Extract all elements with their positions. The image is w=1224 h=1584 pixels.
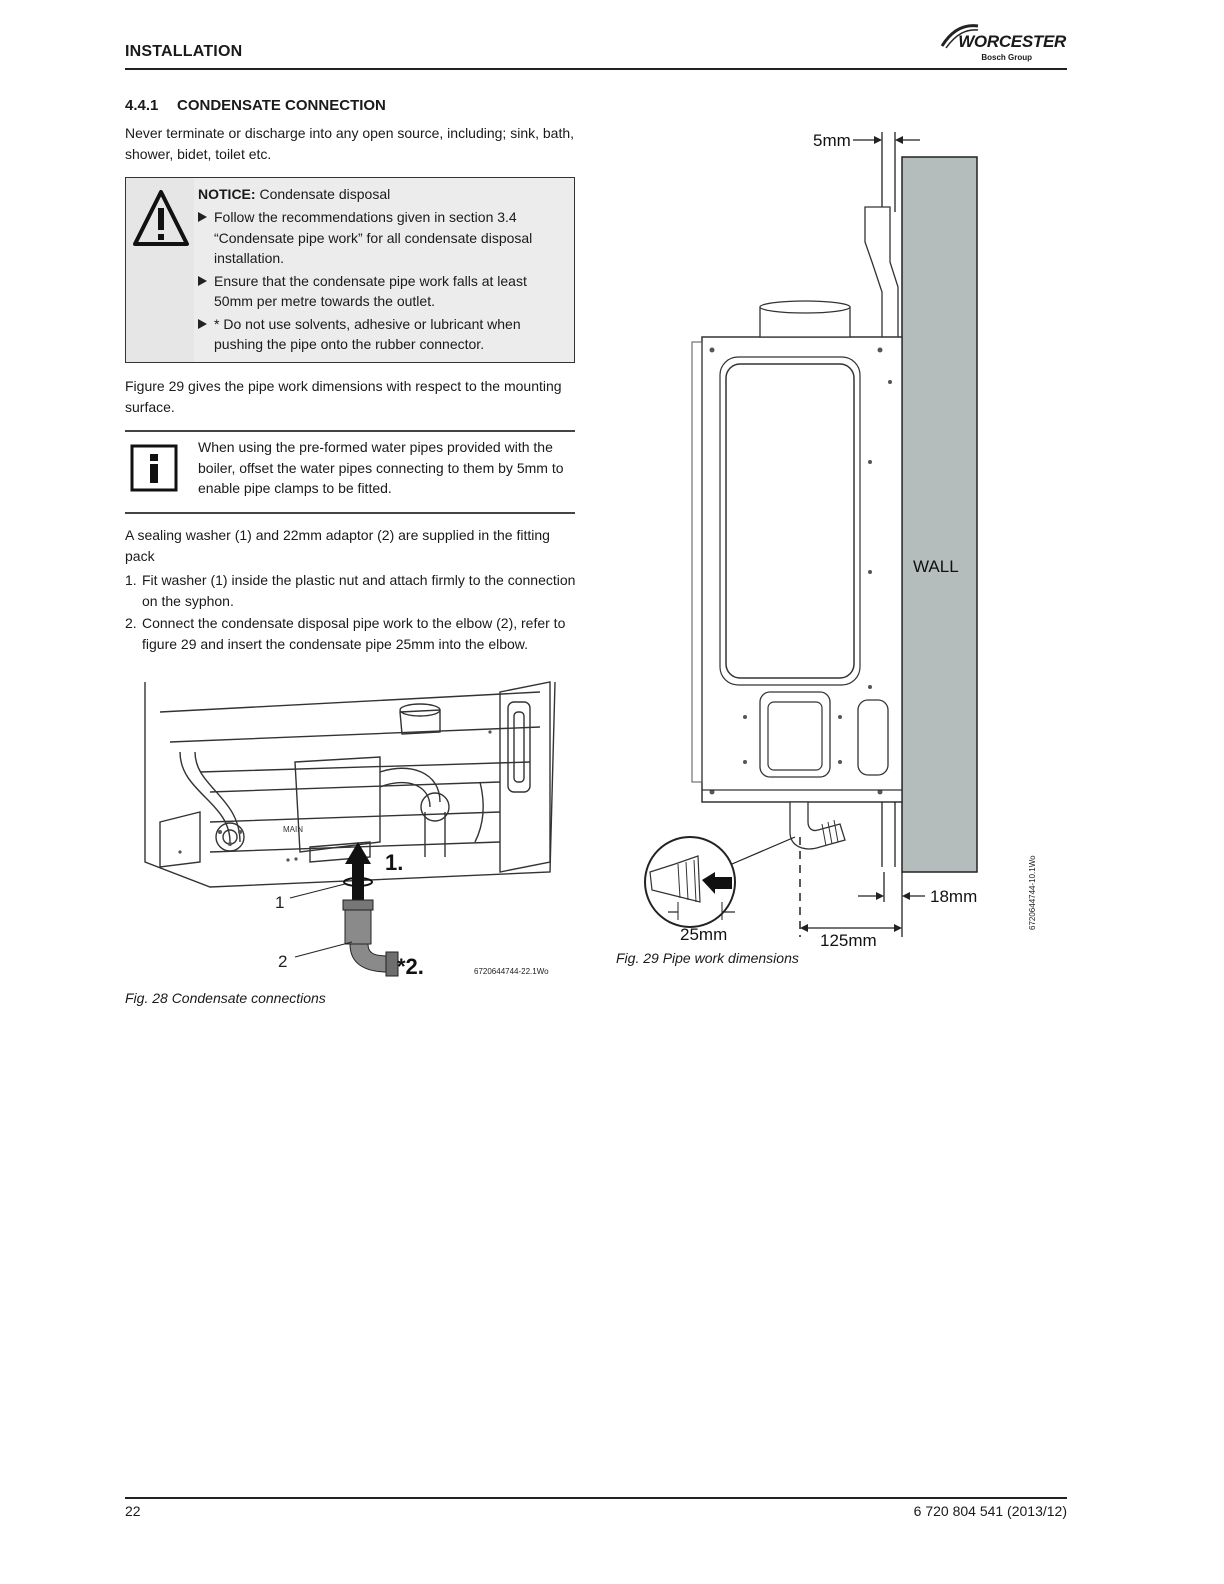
- figure-29-illustration: [640, 112, 1070, 952]
- fig28-step-2: *2.: [397, 954, 424, 979]
- page-number: 22: [125, 1503, 141, 1519]
- fig29-dim-25mm: 25mm: [680, 925, 728, 944]
- brand-logo: [940, 20, 1070, 66]
- notice-title: [198, 186, 390, 202]
- step-item: 1. Fit washer (1) inside the plastic nut and attach firmly to the connection on the syphon.: [125, 572, 576, 609]
- bullet-arrow-icon: [198, 276, 207, 286]
- bullet-arrow-icon: [198, 212, 207, 222]
- info-icon: [130, 444, 178, 492]
- notice-label: NOTICE:: [198, 186, 256, 202]
- brand-name: WORCESTER: [958, 32, 1066, 51]
- notice-list: [198, 207, 558, 357]
- fig28-callout-2: 2: [278, 952, 288, 971]
- fig28-code: 6720644744-22.1Wo: [474, 967, 549, 976]
- fig28-callout-1: 1: [275, 893, 285, 912]
- notice-item: * Do not use solvents, adhesive or lubricant when pushing the pipe onto the rubber connector.: [198, 314, 558, 355]
- info-text: When using the pre-formed water pipes provided with the boiler, offset the water pipes connecting to them by 5mm to enable pipe clamps to be fitted.: [198, 439, 564, 496]
- bullet-arrow-icon: [198, 319, 207, 329]
- info-rule-top: [125, 430, 575, 432]
- info-rule-bottom: [125, 512, 575, 514]
- header-section-title: INSTALLATION: [125, 43, 243, 60]
- notice-box: [125, 177, 575, 363]
- figure29-paragraph: Figure 29 gives the pipe work dimensions with respect to the mounting surface.: [125, 378, 562, 415]
- warning-icon: [131, 186, 191, 252]
- intro-paragraph: Never terminate or discharge into any open source, including; sink, bath, shower, bidet, toilet etc.: [125, 125, 575, 162]
- section-heading: [125, 97, 386, 114]
- figure-28-caption: Fig. 28 Condensate connections: [125, 990, 326, 1006]
- figure-28-illustration: [140, 672, 560, 990]
- notice-item: Follow the recommendations given in section 3.4 “Condensate pipe work” for all condensate disposal installation.: [198, 207, 558, 269]
- steps-list: [125, 570, 580, 656]
- fig29-code: 6720644744-10.1Wo: [1028, 855, 1037, 930]
- fig29-dim-5mm: 5mm: [813, 131, 851, 150]
- notice-title-text: Condensate disposal: [259, 186, 391, 202]
- washer-paragraph: A sealing washer (1) and 22mm adaptor (2) are supplied in the fitting pack: [125, 527, 550, 564]
- fig29-dim-18mm: 18mm: [930, 887, 978, 906]
- section-title: CONDENSATE CONNECTION: [177, 97, 386, 114]
- section-number: 4.4.1: [125, 97, 159, 114]
- figure-29-caption: Fig. 29 Pipe work dimensions: [616, 950, 799, 966]
- fig29-wall-label: WALL: [913, 557, 959, 576]
- header-rule: [125, 68, 1067, 70]
- footer-rule: [125, 1497, 1067, 1499]
- document-number: 6 720 804 541 (2013/12): [913, 1503, 1067, 1519]
- svg-text:MAIN: MAIN: [283, 825, 303, 834]
- fig29-dim-125mm: 125mm: [820, 931, 877, 950]
- fig28-step-1: 1.: [385, 850, 404, 875]
- notice-item: Ensure that the condensate pipe work falls at least 50mm per metre towards the outlet.: [198, 271, 558, 312]
- brand-sub: Bosch Group: [981, 53, 1032, 62]
- step-item: 2. Connect the condensate disposal pipe work to the elbow (2), refer to figure 29 and insert the condensate pipe 25mm into the elbow.: [125, 615, 566, 652]
